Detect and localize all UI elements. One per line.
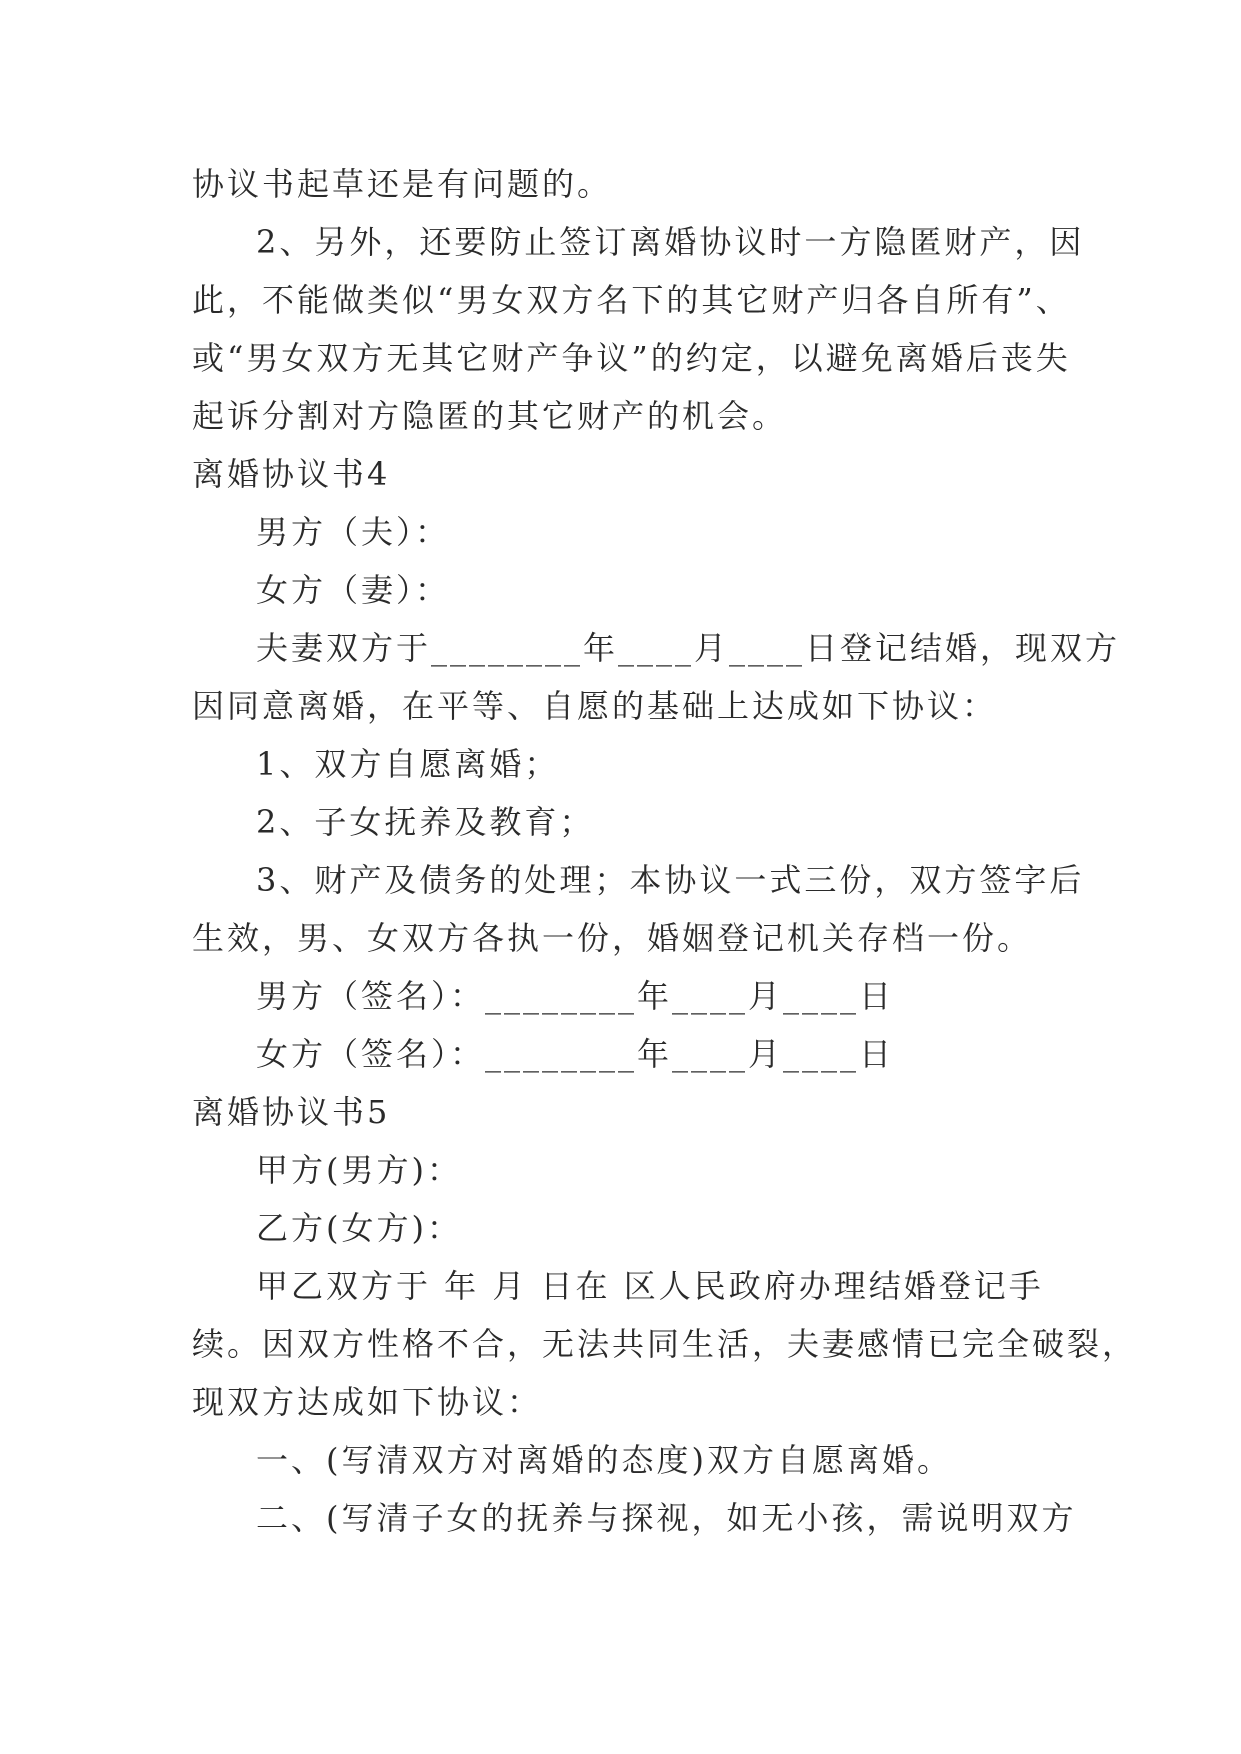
paragraph-line: 夫妻双方于________年____月____日登记结婚，现双方 bbox=[256, 629, 1121, 667]
signature-line: 女方（签名）：________年____月____日 bbox=[256, 1035, 895, 1073]
section-heading: 离婚协议书4 bbox=[192, 455, 391, 493]
clause-line: 3、财产及债务的处理；本协议一式三份，双方签字后 bbox=[256, 861, 1085, 899]
paragraph-line: 协议书起草还是有问题的。 bbox=[192, 165, 613, 203]
paragraph-line: 或“男女双方无其它财产争议”的约定，以避免离婚后丧失 bbox=[192, 339, 1071, 377]
section-heading: 离婚协议书5 bbox=[192, 1093, 391, 1131]
party-line: 女方（妻）： bbox=[256, 571, 451, 609]
paragraph-line: 现双方达成如下协议： bbox=[192, 1383, 543, 1421]
paragraph-line: 此，不能做类似“男女双方名下的其它财产归各自所有”、 bbox=[192, 281, 1071, 319]
signature-line: 男方（签名）：________年____月____日 bbox=[256, 977, 895, 1015]
paragraph-line: 2、另外，还要防止签订离婚协议时一方隐匿财产，因 bbox=[256, 223, 1085, 261]
paragraph-line: 续。因双方性格不合，无法共同生活，夫妻感情已完全破裂， bbox=[192, 1325, 1138, 1363]
clause-line: 2、子女抚养及教育； bbox=[256, 803, 595, 841]
paragraph-line: 生效，男、女双方各执一份，婚姻登记机关存档一份。 bbox=[192, 919, 1033, 957]
party-line: 甲方(男方)： bbox=[256, 1151, 462, 1189]
paragraph-line: 因同意离婚，在平等、自愿的基础上达成如下协议： bbox=[192, 687, 998, 725]
paragraph-line: 甲乙双方于 年 月 日在 区人民政府办理结婚登记手 bbox=[256, 1267, 1044, 1305]
clause-line: 二、(写清子女的抚养与探视，如无小孩，需说明双方 bbox=[256, 1499, 1077, 1537]
clause-line: 一、(写清双方对离婚的态度)双方自愿离婚。 bbox=[256, 1441, 952, 1479]
paragraph-line: 起诉分割对方隐匿的其它财产的机会。 bbox=[192, 397, 788, 435]
clause-line: 1、双方自愿离婚； bbox=[256, 745, 560, 783]
party-line: 乙方(女方)： bbox=[256, 1209, 462, 1247]
party-line: 男方（夫）： bbox=[256, 513, 451, 551]
